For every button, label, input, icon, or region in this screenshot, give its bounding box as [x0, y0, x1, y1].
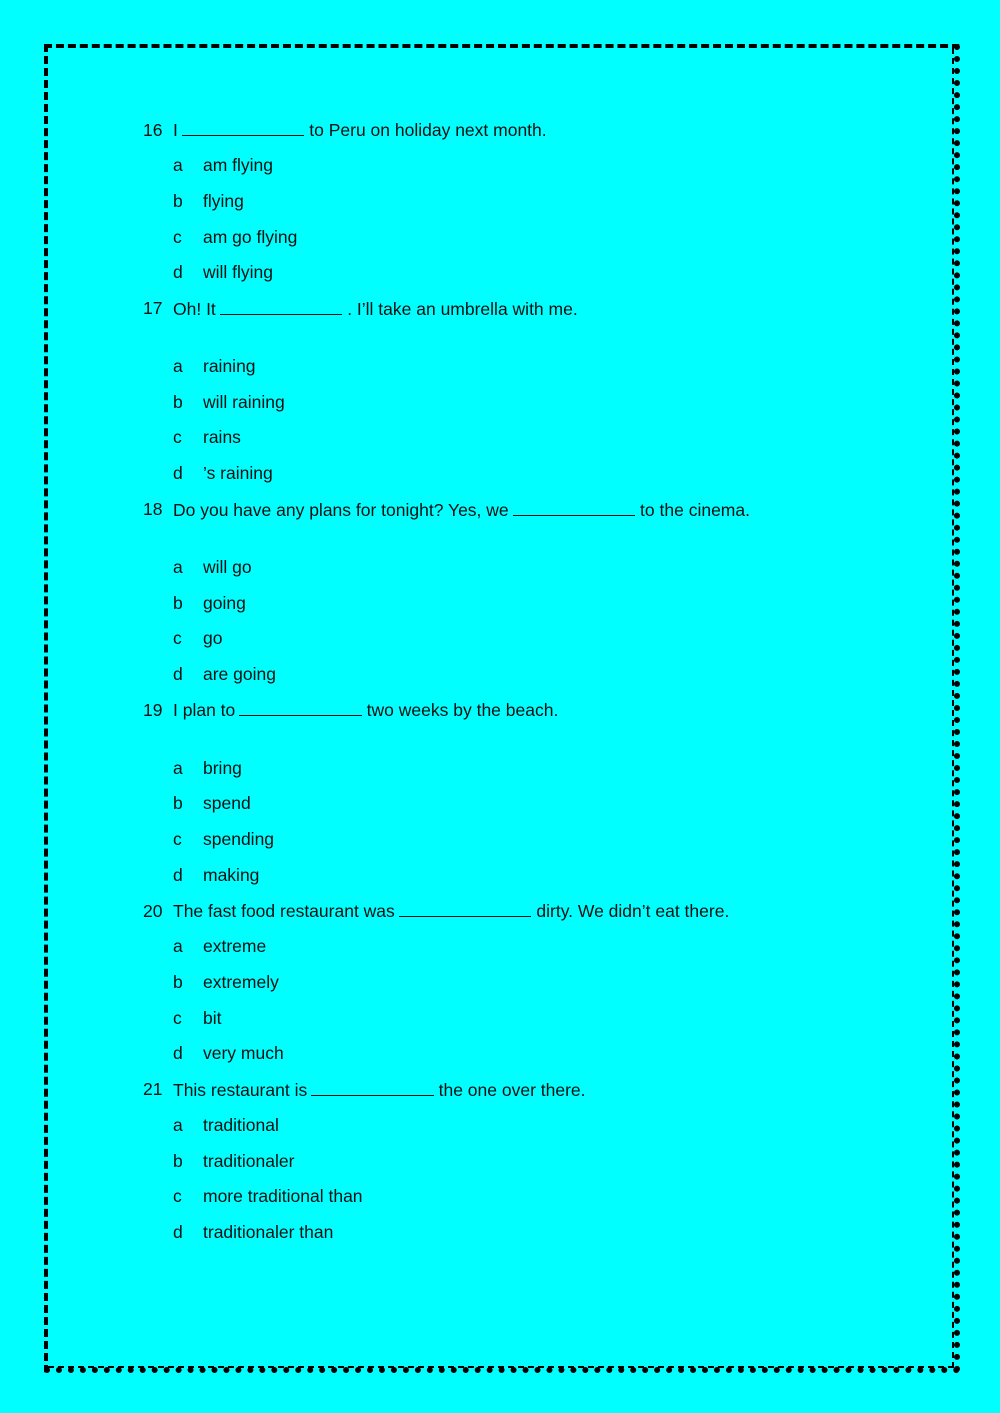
option-letter: c: [173, 1186, 182, 1207]
answer-blank[interactable]: [399, 900, 532, 917]
answer-option[interactable]: [143, 657, 903, 693]
option-text: flying: [203, 191, 244, 212]
worksheet: [143, 112, 903, 1251]
option-text: traditional: [203, 1115, 279, 1136]
option-letter: a: [173, 757, 183, 778]
answer-option[interactable]: [143, 148, 903, 184]
answer-option[interactable]: [143, 420, 903, 456]
question-number: 20: [143, 900, 163, 921]
question-number: 18: [143, 499, 163, 519]
question-text-after: dirty. We didn’t eat there.: [536, 901, 730, 921]
answer-option[interactable]: [143, 1000, 903, 1036]
option-text: more traditional than: [203, 1186, 363, 1207]
option-letter: d: [173, 663, 183, 684]
option-text: traditionaler: [203, 1150, 295, 1171]
question-text-before: This restaurant is: [173, 1079, 308, 1100]
question-text-before: I: [173, 120, 178, 140]
option-text: bit: [203, 1007, 222, 1028]
option-text: go: [203, 628, 223, 649]
answer-option[interactable]: [143, 929, 903, 965]
question-text-after: two weeks by the beach.: [366, 700, 559, 721]
option-text: going: [203, 592, 246, 613]
answer-blank[interactable]: [239, 699, 361, 716]
option-letter: b: [173, 1150, 183, 1171]
option-letter: d: [173, 1043, 183, 1064]
question-21: [143, 1072, 903, 1108]
question-17: [143, 291, 903, 327]
question-number: 17: [143, 298, 163, 319]
option-text: extremely: [203, 972, 279, 993]
option-letter: a: [173, 556, 183, 577]
option-letter: b: [173, 191, 183, 212]
answer-option[interactable]: [143, 1215, 903, 1251]
question-number: 19: [143, 699, 163, 720]
option-text: rains: [203, 427, 241, 448]
option-letter: d: [173, 262, 183, 283]
answer-option[interactable]: [143, 965, 903, 1001]
option-letter: a: [173, 155, 183, 176]
answer-option[interactable]: [143, 1179, 903, 1215]
option-text: am flying: [203, 155, 274, 176]
question-20: [143, 893, 903, 929]
option-letter: a: [173, 356, 183, 377]
option-letter: d: [173, 1222, 183, 1243]
question-number: 16: [143, 119, 163, 140]
question-text-before: The fast food restaurant was: [173, 901, 395, 921]
answer-option[interactable]: [143, 1108, 903, 1144]
question-text: [173, 119, 547, 141]
question-19: [143, 692, 903, 728]
option-text: spend: [203, 793, 251, 814]
question-text-after: the one over there.: [438, 1079, 586, 1100]
answer-option[interactable]: [143, 349, 903, 385]
option-text: will flying: [203, 262, 274, 283]
option-text: raining: [203, 356, 256, 377]
option-letter: c: [173, 1007, 182, 1028]
option-text: will go: [203, 556, 252, 577]
answer-option[interactable]: [143, 621, 903, 657]
question-text-before: Oh! It: [173, 298, 216, 319]
option-text: are going: [203, 663, 276, 684]
answer-option[interactable]: [143, 1143, 903, 1179]
option-letter: d: [173, 463, 183, 484]
answer-option[interactable]: [143, 822, 903, 858]
answer-option[interactable]: [143, 550, 903, 586]
answer-option[interactable]: [143, 857, 903, 893]
answer-option[interactable]: [143, 384, 903, 420]
answer-blank[interactable]: [182, 119, 304, 136]
question-text-after: to the cinema.: [640, 499, 750, 520]
question-text-after: to Peru on holiday next month.: [309, 120, 547, 140]
option-letter: a: [173, 1115, 183, 1136]
option-text: am go flying: [203, 226, 298, 247]
question-text-before: I plan to: [173, 700, 236, 721]
question-number: 21: [143, 1079, 163, 1100]
answer-option[interactable]: [143, 184, 903, 220]
answer-option[interactable]: [143, 750, 903, 786]
answer-option[interactable]: [143, 786, 903, 822]
answer-blank[interactable]: [311, 1079, 433, 1096]
question-text-after: . I’ll take an umbrella with me.: [347, 298, 578, 319]
option-letter: b: [173, 972, 183, 993]
option-letter: c: [173, 226, 182, 247]
option-letter: c: [173, 828, 182, 849]
question-text: [173, 900, 729, 922]
answer-blank[interactable]: [220, 298, 342, 315]
option-text: ’s raining: [203, 463, 273, 484]
answer-option[interactable]: [143, 219, 903, 255]
option-letter: c: [173, 628, 182, 649]
option-text: making: [203, 864, 260, 885]
option-text: bring: [203, 757, 242, 778]
option-letter: b: [173, 391, 183, 412]
option-text: will raining: [203, 391, 285, 412]
answer-blank[interactable]: [513, 499, 635, 516]
option-text: traditionaler than: [203, 1222, 334, 1243]
option-letter: a: [173, 936, 183, 957]
question-18: [143, 492, 903, 528]
option-text: very much: [203, 1043, 284, 1064]
answer-option[interactable]: [143, 1036, 903, 1072]
option-letter: d: [173, 864, 183, 885]
question-text: [173, 699, 558, 721]
question-text-before: Do you have any plans for tonight? Yes, we: [173, 499, 509, 520]
option-letter: c: [173, 427, 182, 448]
question-text: [173, 1079, 586, 1101]
answer-option[interactable]: [143, 456, 903, 492]
option-letter: b: [173, 592, 183, 613]
option-letter: b: [173, 793, 183, 814]
option-text: spending: [203, 828, 275, 849]
option-text: extreme: [203, 936, 267, 957]
answer-option[interactable]: [143, 585, 903, 621]
question-text: [173, 499, 750, 521]
answer-option[interactable]: [143, 255, 903, 291]
question-text: [173, 298, 578, 320]
question-16: [143, 112, 903, 148]
